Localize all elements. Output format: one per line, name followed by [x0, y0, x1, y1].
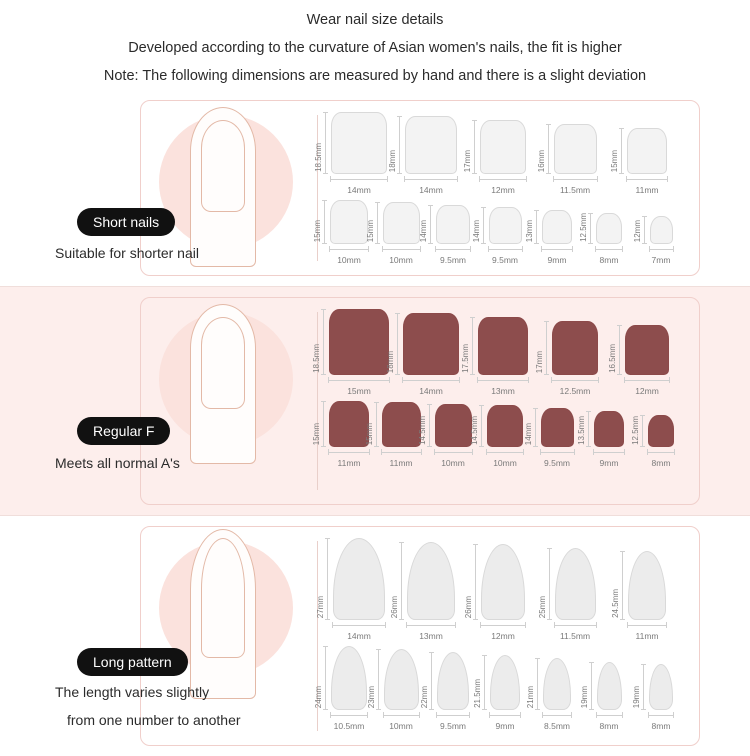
caption-regular: Meets all normal A's [55, 455, 180, 471]
nail-shape [437, 652, 469, 710]
nail-size-item [539, 538, 611, 641]
nail-height-label: 15mm [365, 219, 375, 242]
nail-shape [436, 205, 470, 244]
width-dimension-bar [480, 622, 526, 628]
card-divider [317, 312, 318, 490]
nail-height-label: 18.5mm [314, 143, 323, 172]
nail-height-label: 27mm [316, 595, 325, 618]
nail-row [313, 199, 693, 265]
nail-width-label: 12.5mm [559, 386, 591, 396]
height-dimension-bar [641, 664, 646, 710]
nail-width-label: 11mm [337, 458, 361, 468]
nail-shape [407, 542, 455, 620]
nail-height-label: 24mm [314, 685, 323, 708]
width-dimension-bar [479, 176, 527, 182]
nail-width-label: 8mm [599, 721, 619, 731]
nail-size-item [388, 112, 467, 195]
nail-size-item [608, 309, 683, 396]
nail-height-label: 18mm [388, 149, 397, 172]
nail-shape [487, 405, 523, 447]
nail-height-label: 22mm [420, 685, 429, 708]
nail-height-label: 15mm [364, 422, 374, 445]
nail-height-label: 16mm [536, 149, 546, 172]
nail-shape [650, 216, 673, 244]
nail-width-label: 8mm [599, 255, 619, 265]
caption-long-1: The length varies slightly [55, 684, 210, 700]
nail-row [314, 111, 693, 195]
nail-size-item [523, 401, 583, 468]
nail-width-label: 9.5mm [544, 458, 570, 468]
nail-size-item [632, 646, 687, 731]
page-title: Wear nail size details [306, 12, 444, 28]
nail-row [316, 537, 693, 641]
height-dimension-bar [428, 205, 433, 244]
nail-shape [435, 404, 472, 447]
nail-size-item [473, 646, 531, 731]
height-dimension-bar [321, 401, 326, 447]
width-dimension-bar [627, 622, 667, 628]
nail-height-label: 25mm [537, 595, 547, 618]
nail-size-item [536, 112, 611, 195]
nail-size-item [535, 309, 611, 396]
height-dimension-bar [323, 646, 328, 710]
width-dimension-bar [436, 712, 470, 718]
nail-shape [331, 646, 367, 710]
height-dimension-bar [322, 200, 327, 244]
nail-width-label: 10.5mm [333, 721, 365, 731]
width-dimension-bar [381, 449, 422, 455]
nail-size-grid [312, 304, 693, 500]
height-dimension-bar [472, 120, 477, 174]
nail-shape [625, 325, 669, 375]
height-dimension-bar [620, 551, 625, 620]
height-dimension-bar [374, 402, 379, 447]
height-dimension-bar [482, 655, 487, 710]
nail-plate-outline [201, 120, 245, 212]
nail-shape [490, 655, 520, 710]
nail-shape [594, 411, 624, 447]
height-dimension-bar [535, 658, 540, 710]
nail-shape [331, 112, 387, 174]
nail-size-item [579, 646, 635, 731]
nail-width-label: 11mm [635, 185, 659, 195]
nail-height-label: 14mm [419, 219, 428, 242]
page-header [0, 0, 750, 90]
nail-shape [382, 402, 421, 447]
height-dimension-bar [376, 649, 381, 710]
nail-size-item [312, 309, 395, 396]
width-dimension-bar [626, 176, 668, 182]
height-dimension-bar [588, 213, 593, 244]
nail-height-label: 24.5mm [611, 589, 620, 618]
nail-width-label: 8.5mm [544, 721, 570, 731]
nail-width-label: 14mm [419, 185, 443, 195]
nail-shape [481, 544, 525, 620]
nail-height-label: 16.5mm [608, 344, 617, 373]
nail-width-label: 9mm [495, 721, 515, 731]
nail-width-label: 14mm [347, 631, 371, 641]
width-dimension-bar [477, 377, 529, 383]
section-short-nails [0, 90, 750, 286]
height-dimension-bar [479, 405, 484, 447]
nail-size-item [461, 309, 539, 396]
nail-width-label: 15mm [347, 386, 371, 396]
nail-row [312, 308, 693, 396]
height-dimension-bar [481, 207, 486, 244]
width-dimension-bar [329, 246, 369, 252]
nail-width-label: 10mm [389, 255, 413, 265]
height-dimension-bar [546, 124, 551, 174]
nail-size-item [386, 309, 467, 396]
nail-shape [489, 207, 522, 244]
width-dimension-bar [542, 712, 572, 718]
nail-shape [480, 120, 526, 174]
nail-row [312, 400, 693, 468]
nail-height-label: 12.5mm [631, 416, 640, 445]
width-dimension-bar [486, 449, 524, 455]
width-dimension-bar [595, 246, 623, 252]
height-dimension-bar [619, 128, 624, 174]
nail-width-label: 9.5mm [440, 721, 466, 731]
nail-width-label: 9mm [599, 458, 619, 468]
nail-size-item [471, 200, 531, 265]
nail-height-label: 14.5mm [417, 416, 427, 445]
nail-width-label: 10mm [337, 255, 361, 265]
width-dimension-bar [328, 449, 370, 455]
height-dimension-bar [473, 544, 478, 620]
nail-shape [541, 408, 574, 447]
height-dimension-bar [427, 404, 432, 447]
nail-shape [543, 658, 571, 710]
width-dimension-bar [624, 377, 670, 383]
nail-shape [403, 313, 459, 375]
nail-size-item [463, 112, 539, 195]
nail-width-label: 11.5mm [559, 631, 591, 641]
nail-width-label: 11.5mm [559, 185, 591, 195]
finger-outline [190, 304, 256, 464]
header-subtitle: Developed according to the curvature of Asian women's nails, the fit is higher [128, 40, 622, 56]
nail-shape [648, 415, 674, 447]
height-dimension-bar [470, 317, 475, 375]
height-dimension-bar [547, 548, 552, 620]
nail-width-label: 10mm [493, 458, 517, 468]
section-card [140, 100, 700, 276]
nail-height-label: 21.5mm [473, 679, 482, 708]
caption-short-nails: Suitable for shorter nail [55, 245, 199, 261]
nail-width-label: 10mm [389, 721, 413, 731]
height-dimension-bar [395, 313, 400, 375]
nail-size-item [631, 401, 687, 468]
badge-long: Long pattern [77, 648, 188, 676]
nail-height-label: 13mm [525, 219, 534, 242]
nail-height-label: 12mm [632, 219, 642, 242]
nail-height-label: 14mm [471, 219, 481, 242]
header-note: Note: The following dimensions are measured by hand and there is a slight deviation [103, 68, 647, 84]
height-dimension-bar [533, 408, 538, 447]
nail-width-label: 10mm [441, 458, 465, 468]
nail-size-item [611, 538, 683, 641]
nail-shape [384, 649, 419, 710]
nail-height-label: 13.5mm [577, 416, 586, 445]
nail-width-label: 9mm [547, 255, 567, 265]
nail-width-label: 12mm [635, 386, 659, 396]
nail-height-label: 15mm [312, 422, 321, 445]
nail-height-label: 15mm [610, 149, 619, 172]
nail-height-label: 21mm [526, 685, 535, 708]
nail-height-label: 17mm [535, 350, 544, 373]
nail-size-grid [313, 107, 693, 271]
width-dimension-bar [330, 176, 388, 182]
nail-size-item [525, 200, 583, 265]
width-dimension-bar [404, 176, 458, 182]
nail-height-label: 14mm [523, 422, 533, 445]
finger-outline [190, 107, 256, 267]
width-dimension-bar [406, 622, 456, 628]
nail-shape [628, 551, 666, 620]
nail-height-label: 17mm [463, 149, 472, 172]
nail-size-item [464, 538, 539, 641]
nail-width-label: 7mm [651, 255, 671, 265]
nail-width-label: 12mm [491, 631, 515, 641]
width-dimension-bar [596, 712, 623, 718]
section-card [140, 297, 700, 505]
nail-height-label: 14.5mm [470, 416, 479, 445]
caption-long-2: from one number to another [67, 712, 241, 728]
section-regular [0, 287, 750, 515]
nail-width-label: 13mm [491, 386, 515, 396]
height-dimension-bar [586, 411, 591, 447]
width-dimension-bar [551, 377, 599, 383]
nail-width-label: 11mm [635, 631, 659, 641]
nail-size-item [579, 200, 635, 265]
width-dimension-bar [434, 449, 473, 455]
nail-width-label: 11mm [389, 458, 413, 468]
height-dimension-bar [429, 652, 434, 710]
nail-height-label: 12.5mm [579, 213, 588, 242]
nail-shape [330, 200, 368, 244]
section-long [0, 516, 750, 756]
nail-shape [649, 664, 673, 710]
nail-height-label: 26mm [390, 595, 399, 618]
width-dimension-bar [541, 246, 573, 252]
nail-size-item [526, 646, 583, 731]
nail-plate-outline [201, 317, 245, 409]
width-dimension-bar [328, 377, 390, 383]
nail-shape [554, 124, 597, 174]
width-dimension-bar [332, 622, 386, 628]
nail-size-item [632, 200, 687, 265]
nail-width-label: 12mm [491, 185, 515, 195]
nail-shape [555, 548, 596, 620]
width-dimension-bar [489, 712, 521, 718]
nail-shape [596, 213, 622, 244]
height-dimension-bar [397, 116, 402, 174]
nail-width-label: 14mm [347, 185, 371, 195]
height-dimension-bar [642, 216, 647, 244]
nail-size-grid [314, 533, 693, 741]
width-dimension-bar [554, 622, 597, 628]
height-dimension-bar [325, 538, 330, 620]
nail-shape [597, 662, 622, 710]
nail-plate-outline [201, 538, 245, 658]
nail-height-label: 23mm [366, 685, 376, 708]
nail-row [314, 645, 693, 731]
nail-width-label: 8mm [651, 458, 671, 468]
width-dimension-bar [647, 449, 675, 455]
width-dimension-bar [488, 246, 523, 252]
nail-height-label: 19mm [632, 685, 641, 708]
height-dimension-bar [321, 309, 326, 375]
finger-illustration [141, 298, 309, 504]
width-dimension-bar [382, 246, 421, 252]
finger-outline [190, 529, 256, 699]
height-dimension-bar [544, 321, 549, 375]
width-dimension-bar [553, 176, 598, 182]
width-dimension-bar [383, 712, 420, 718]
width-dimension-bar [649, 246, 674, 252]
nail-size-item [611, 112, 683, 195]
nail-width-label: 8mm [651, 721, 671, 731]
nail-shape [627, 128, 667, 174]
nail-width-label: 9.5mm [440, 255, 466, 265]
nail-width-label: 14mm [419, 386, 443, 396]
nail-height-label: 18mm [386, 350, 395, 373]
height-dimension-bar [589, 662, 594, 710]
height-dimension-bar [617, 325, 622, 375]
nail-height-label: 18.5mm [312, 344, 321, 373]
nail-height-label: 19mm [579, 685, 589, 708]
nail-size-item [316, 538, 395, 641]
nail-width-label: 9.5mm [492, 255, 518, 265]
nail-shape [478, 317, 528, 375]
nail-height-label: 26mm [464, 595, 473, 618]
height-dimension-bar [375, 202, 380, 244]
badge-regular: Regular F [77, 417, 170, 445]
width-dimension-bar [330, 712, 368, 718]
nail-shape [552, 321, 598, 375]
width-dimension-bar [593, 449, 625, 455]
width-dimension-bar [435, 246, 471, 252]
nail-width-label: 13mm [419, 631, 443, 641]
nail-shape [542, 210, 572, 244]
badge-short-nails: Short nails [77, 208, 175, 236]
nail-size-item [577, 401, 635, 468]
width-dimension-bar [540, 449, 575, 455]
width-dimension-bar [648, 712, 674, 718]
nail-shape [383, 202, 420, 244]
nail-shape [333, 538, 385, 620]
height-dimension-bar [534, 210, 539, 244]
nail-height-label: 15mm [313, 219, 322, 242]
width-dimension-bar [402, 377, 460, 383]
height-dimension-bar [323, 112, 328, 174]
nail-size-item [390, 538, 467, 641]
height-dimension-bar [640, 415, 645, 447]
nail-height-label: 17.5mm [461, 344, 470, 373]
height-dimension-bar [399, 542, 404, 620]
nail-shape [329, 309, 389, 375]
nail-shape [329, 401, 369, 447]
nail-size-item [314, 112, 395, 195]
nail-size-item [420, 646, 479, 731]
nail-shape [405, 116, 457, 174]
